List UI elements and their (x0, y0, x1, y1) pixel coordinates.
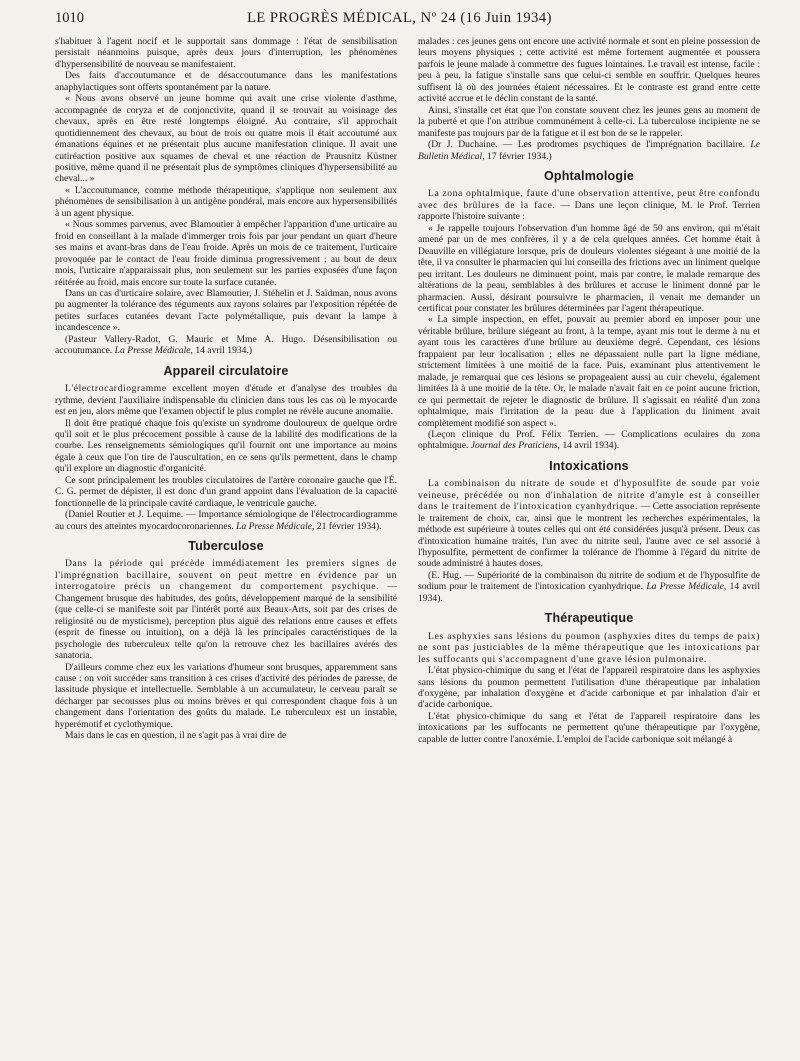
citation-text: (Pasteur Vallery-Radot, G. Mauric et Mme A. Hugo. Désensibilisation ou accoutumance. (55, 333, 397, 357)
paragraph-text: — Changement brusque des habitudes, des goûts, développement marqué de la sensibilité (que celle-ci se manifeste soit par l'intérêt porté aux Beaux-Arts, soit par des crises de religiosité ou de mysticisme), perception plus aiguë des relations entre causes et effets (esprit de finesse ou intuition), on a déjà là les principales caractéristiques de la psychologie des tuberculeux telle qu'on la retrouve chez les bacillaires avérés des sanatoria. (55, 581, 397, 662)
lead-phrase: Dans la période qui précède immédiatement les premiers signes de l'imprégnation bacillaire, souvent on peut mettre en évidence par un interrogatoire précis un changement du comportement psychique. (55, 558, 397, 593)
citation (418, 139, 760, 162)
page-number: 1010 (55, 10, 84, 26)
paragraph (55, 558, 397, 661)
paragraph: L'état physico-chimique du sang et l'état de l'appareil respiratoire dans les intoxications par les suffocants ne permettent qu'une thérapeutique par l'oxygène, capable de lutter contre l'anoxémie. L'emploi de l'acide carbonique soit mélangé à (418, 710, 760, 745)
paragraph: « Nous avons observé un jeune homme qui avait une crise violente d'asthme, accompagnée de coryza et de conjonctivite, quand il se trouvait au voisinage des chevaux, après en être resté longtemps éloigné. Au contraire, s'il approchait quotidiennement des chevaux, au bout de trois ou quatre mois il était accoutumé aux émanations équines et ne présentait plus aucune manifestation clinique. Il avait une cutiréaction positive aux squames de cheval et une réaction de Prausnitz Küstner positive, même quand il ne présentait plus de symptômes cliniques d'hypersensibilité au cheval... » (55, 93, 397, 185)
paragraph: s'habituer à l'agent nocif et le supportait sans dommage : l'état de sensibilisation persistait néanmoins puisque, après deux jours d'interruption, les phénomènes d'hypersensibilité de nouveau se manifestaient. (55, 36, 397, 70)
citation (418, 570, 760, 604)
citation-journal: La Presse Médicale (114, 345, 191, 357)
citation-date: , 14 avril 1934.) (190, 345, 253, 357)
paragraph-text: — Dans une leçon clinique, M. le Prof. Terrien rapporte l'histoire suivante : (418, 199, 760, 223)
paragraph: « Je rappelle toujours l'observation d'un homme âgé de 50 ans environ, qui m'était amené par un de mes confrères, il y a de cela quelques années. Cet homme était à Deauville en villégiature lorsque, pris de douleurs violentes siégeant à une moitié de la tête, il va consulter le pharmacien qui lui conseilla des frictions avec un liniment quelque peu irritant. Les douleurs ne diminuent point, mais par contre, le malade remarque des altérations de la peau, semblables à des brûlures et accuse le liniment donné par le pharmacien. Aussi, désirant poursuivre le pharmacien, il venait me demander un certificat pour constater les brûlures déterminées par l'agent thérapeutique. (418, 222, 760, 314)
running-title: LE PROGRÈS MÉDICAL, Nº 24 (16 Juin 1934) (247, 10, 552, 26)
citation-text: (Leçon clinique du Prof. Félix Terrien. — Complications oculaires du zona ophtalmique. (418, 428, 760, 452)
citation-journal: Journal des Praticiens (470, 440, 558, 452)
citation-journal: La Presse Médicale (236, 520, 312, 532)
paragraph: « La simple inspection, en effet, pouvait au premier abord en imposer pour une véritable brûlure, brûlure siégeant au front, à la tempe, ayant mis tout le derme à nu et ayant tous les caractères d'une brûlure au deuxième degré. Cependant, ces lésions frappaient par leur localisation ; elles ne dépassaient nulle part la ligne médiane, strictement limitées à une moitié de la face. Puis, examinant plus attentivement le malade, je remarquai que ces lésions se propageaient aussi au cuir chevelu, également limitées là à une moitié de la tête. Or, le malade n'avait fait en ce point aucune friction, ce qui permettait de rejeter le diagnostic de brûlure. Il s'agissait en réalité d'un zona ophtalmique, mais l'irritation de la peau due à l'application du liniment avait complètement modifié son aspect ». (418, 314, 760, 429)
section-heading-intoxications: Intoxications (549, 458, 629, 473)
citation-date: , 17 février 1934.) (482, 150, 552, 162)
paragraph: « Nous sommes parvenus, avec Blamoutier à empêcher l'apparition d'une urticaire au froid en conseillant à la malade d'immerger trois fois par jour pendant un quart d'heure ses mains et avant-bras dans de l'eau froide. Après un mois de ce traitement, l'urticaire provoquée par le contact de l'eau froide diminua progressivement ; au bout de deux mois, l'urticaire n'apparaissait plus, non seulement sur les parties exposées d'une façon réitérée au froid, mais encore sur toute la surface cutanée. (55, 219, 397, 288)
left-column (55, 36, 397, 742)
citation (55, 334, 397, 357)
running-header (55, 10, 745, 30)
lead-phrase: Les asphyxies sans lésions du poumon (asphyxies dites du temps de paix) ne sont pas justiciables de la même thérapeutique que les intoxications par les suffocants qui s'accompagnent d'une grave lésion pulmonaire. (418, 630, 760, 665)
citation-date: , 14 avril 1934). (557, 440, 620, 452)
paragraph: « L'accoutumance, comme méthode thérapeutique, s'applique non seulement aux phénomènes de sensibilisation à un antigène pondéral, mais encore aux hypersensibilités à un agent physique. (55, 184, 397, 219)
section-heading-therapeutique: Thérapeutique (544, 611, 634, 626)
paragraph: Des faits d'accoutumance et de désaccoutumance dans les manifestations anaphylactiques sont offerts spontanément par la nature. (55, 70, 397, 93)
right-column (418, 36, 760, 745)
citation-text: (Daniel Routier et J. Lequime. — Importance sémiologique de l'électrocardiogramme au cours des atteintes myocardocoronariennes. (55, 509, 397, 532)
lead-phrase: La combinaison du nitrate de soude et d'hyposulfite de soude par voie veineuse, précédée ou non d'inhalation de nitrite d'amyle est à conseiller dans le traitement de l'intoxication cyanhydrique. (418, 478, 760, 513)
paragraph (418, 188, 760, 222)
citation-text: (E. Hug. — Supériorité de la combinaison du nitrite de sodium et de l'hyposulfite de sodium pour le traitement de l'intoxication cyanhydrique. (418, 569, 760, 593)
paragraph: D'ailleurs comme chez eux les variations d'humeur sont brusques, apparemment sans cause : on voit succéder sans transition à ces crises d'activité des périodes de paresse, de lassitude physique et intellectuelle. Semblable à un accumulateur, le cerveau paraît se décharger par secousses plus ou moins brèves et qui correspondent chaque fois à un changement dans l'orientation des goûts du malade. Le tuberculeux est un instable, hyperémotif et cyclothymique. (55, 661, 397, 730)
section-heading-appareil-circulatoire: Appareil circulatoire (163, 363, 289, 378)
citation-journal: Le Bulletin Médical (418, 139, 760, 162)
paragraph: L'état physico-chimique du sang et l'état de l'appareil respiratoire dans les asphyxies sans lésions du poumon permettent l'utilisation d'une thérapeutique par inhalation d'oxygène, par inhalation d'oxygène et d'acide carbonique et par inhalation d'air et d'acide carbonique. (418, 665, 760, 711)
citation (55, 509, 397, 532)
paragraph (418, 478, 760, 570)
citation-text: (Dr J. Duchaine. — Les prodromes psychiques de l'imprégnation bacillaire. (428, 139, 751, 151)
lead-phrase: La zona ophtalmique, faute d'une observation attentive, peut être confondu avec des brûlures de la face. (418, 188, 760, 211)
paragraph-text: — Cette association représente le traitement de choix, car, ainsi que le montrent les recherches expérimentales, la méthode est supérieure à toutes celles qui ont été considérées jusqu'à présent. Deux cas d'intoxication humaine traités, l'un avec du nitrite seul, l'autre avec ce sel associé à l'hyposulfite, permettent de confirmer la tolérance de l'homme à l'égard du nitrite de soude administré à hautes doses. (418, 501, 760, 570)
paragraph: Ainsi, s'installe cet état que l'on constate souvent chez les jeunes gens au moment de la puberté et que l'on attribue communément à celle-ci. La tuberculose incipiente ne se manifeste pas toujours par de la fatigue et il est bon de se le rappeler. (418, 104, 760, 139)
paragraph (418, 631, 760, 665)
paragraph: Dans un cas d'urticaire solaire, avec Blamoutier, J. Stéhelin et J. Saïdman, nous avons pu augmenter la tolérance des téguments aux rayons solaires par l'exposition répétée de petites surfaces cutanées devant l'acte polymétallique, puis devant la lampe à incandescence ». (55, 287, 397, 334)
paragraph: malades : ces jeunes gens ont encore une activité normale et sont en pleine possession de leurs moyens physiques ; cette activité est même fortement augmentée et poussera parfois le jeune malade à commettre des fugues lointaines. Le travail est intense, facile : peu à peu, la fatigue s'installe sans que celui-ci semble en souffrir. Quelques heures suffisent là où des journées étaient nécessaires. Et le contraste est grand entre cette activité accrue et le déclin constant de la santé. (418, 36, 760, 105)
paragraph-text: excellent moyen d'étude et d'analyse des troubles du rythme, devient l'auxiliaire indispensable du clinicien dans tous les cas où le myocarde est en jeu, alors même que l'examen objectif le plus complet ne révèle aucune anomalie. (55, 383, 397, 418)
lead-phrase: L'électrocardiogramme (65, 383, 167, 395)
section-heading-tuberculose: Tuberculose (188, 539, 264, 554)
paragraph: Ce sont principalement les troubles circulatoires de l'artère coronaire gauche que l'É. C. G. permet de dépister, il est donc d'un grand appoint dans l'évaluation de la capacité fonctionnelle de la principale cavité cardiaque, le ventricule gauche. (55, 474, 397, 509)
paragraph: Mais dans le cas en question, il ne s'agit pas à vrai dire de (65, 730, 287, 742)
section-heading-ophtalmologie: Ophtalmologie (543, 168, 635, 183)
citation-date: , 21 février 1934). (312, 520, 382, 532)
paragraph: Il doit être pratiqué chaque fois qu'existe un syndrome douloureux de quelque ordre qu'il soit et le plus précocement possible à cause de la labilité des modifications de la courbe. Les renseignements sémiologiques qu'il fournit ont une importance au moins égale à ceux que l'on tire de l'auscultation, en ce sens qu'ils permettent, dans le champ qu'il explore un diagnostic d'organicité. (55, 417, 397, 475)
citation-date: , 14 avril 1934). (418, 581, 760, 604)
citation-journal: La Presse Médicale (646, 581, 724, 593)
paragraph (55, 383, 397, 417)
citation (418, 429, 760, 452)
